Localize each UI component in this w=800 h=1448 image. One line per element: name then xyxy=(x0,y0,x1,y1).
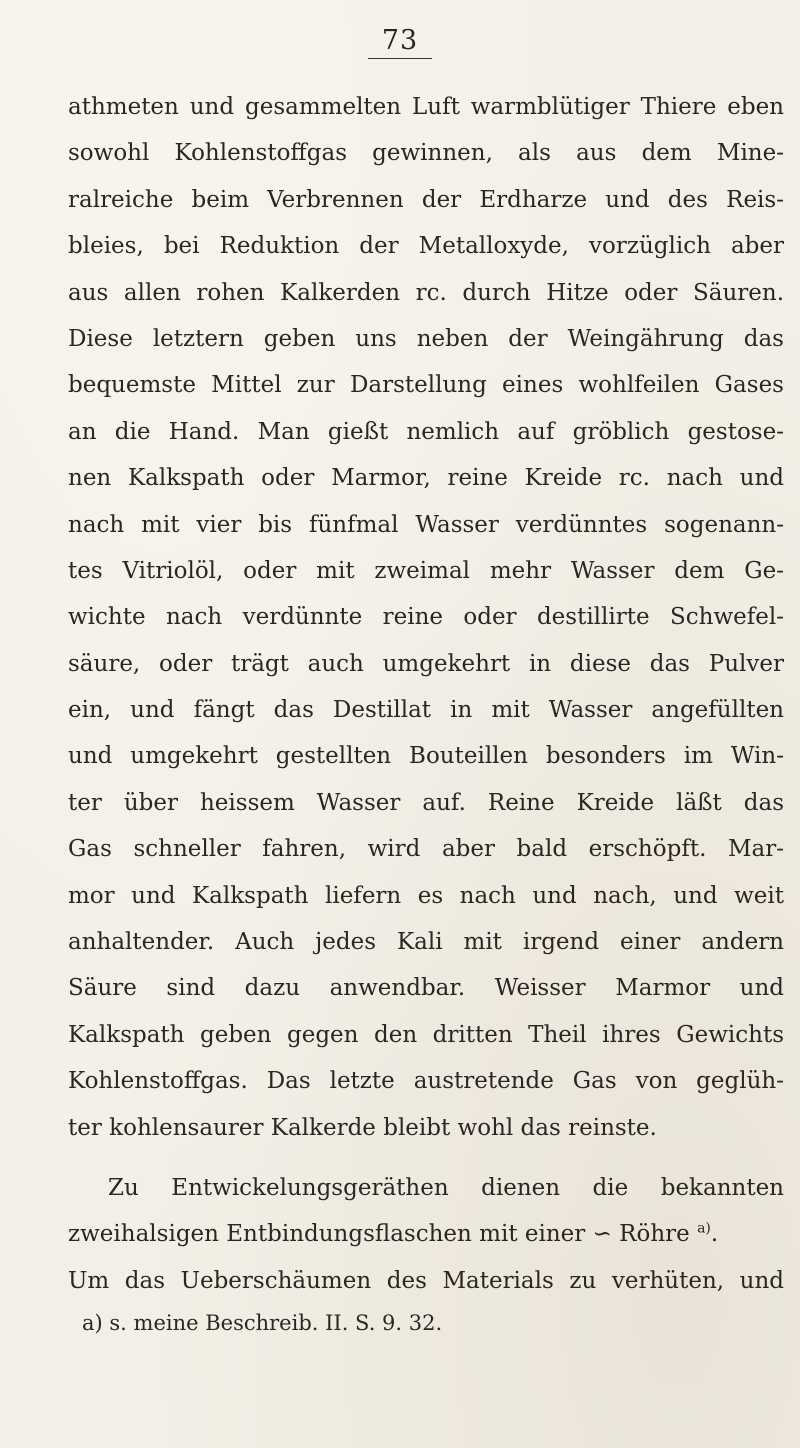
text-line: nen Kalkspath oder Marmor, reine Kreide rc. nach und xyxy=(68,465,784,492)
page-number: 73 xyxy=(0,24,800,59)
body-text xyxy=(68,84,784,1342)
text-line: ter kohlensaurer Kalkerde bleibt wohl das reinste. xyxy=(68,1114,657,1141)
text-fragment: zweihalsigen Entbindungsflaschen mit einer ∽ Röhre xyxy=(68,1221,690,1248)
text-line: anhaltender. Auch jedes Kali mit irgend einer andern xyxy=(68,929,784,956)
paragraph-1 xyxy=(68,84,784,1151)
text-line: ralreiche beim Verbrennen der Erdharze und des Reis- xyxy=(68,186,784,213)
text-line: Kalkspath geben gegen den dritten Theil ihres Gewichts xyxy=(68,1021,784,1048)
text-line: Säure sind dazu anwendbar. Weisser Marmor und xyxy=(68,975,784,1002)
text-line: sowohl Kohlenstoffgas gewinnen, als aus dem Mine- xyxy=(68,140,784,167)
text-line xyxy=(68,1211,784,1257)
text-line: an die Hand. Man gießt nemlich auf gröblich gestose- xyxy=(68,418,784,445)
paragraph-2 xyxy=(68,1165,784,1304)
text-line: ter über heissem Wasser auf. Reine Kreide läßt das xyxy=(68,789,784,816)
text-line: Gas schneller fahren, wird aber bald erschöpft. Mar- xyxy=(68,836,784,863)
text-line: aus allen rohen Kalkerden rc. durch Hitze oder Säuren. xyxy=(68,279,784,306)
text-line: bequemste Mittel zur Darstellung eines wohlfeilen Gases xyxy=(68,372,784,399)
text-line: mor und Kalkspath liefern es nach und nach, und weit xyxy=(68,882,784,909)
text-line: Diese letztern geben uns neben der Weingährung das xyxy=(68,325,784,352)
text-line: säure, oder trägt auch umgekehrt in diese das Pulver xyxy=(68,650,784,677)
text-line: nach mit vier bis fünfmal Wasser verdünntes sogenann- xyxy=(68,511,784,538)
footnote-mark: a) xyxy=(82,1311,103,1336)
text-line: Zu Entwickelungsgeräthen dienen die bekannten xyxy=(108,1174,784,1201)
text-line: Um das Ueberschäumen des Materials zu verhüten, und xyxy=(68,1267,784,1294)
text-line: wichte nach verdünnte reine oder destillirte Schwefel- xyxy=(68,604,784,631)
footnote-reference: a) xyxy=(697,1220,711,1237)
text-line: athmeten und gesammelten Luft warmblütiger Thiere eben xyxy=(68,94,784,120)
text-line: Kohlenstoffgas. Das letzte austretende Gas von geglüh- xyxy=(68,1068,784,1095)
text-line: und umgekehrt gestellten Bouteillen besonders im Win- xyxy=(68,743,784,770)
footnote-text: s. meine Beschreib. II. S. 9. 32. xyxy=(109,1311,443,1336)
footnote xyxy=(68,1304,784,1342)
text-fragment: . xyxy=(710,1221,719,1248)
text-line: ein, und fängt das Destillat in mit Wasser angefüllten xyxy=(68,697,784,724)
text-line: bleies, bei Reduktion der Metalloxyde, vorzüglich aber xyxy=(68,233,784,260)
text-line: tes Vitriolöl, oder mit zweimal mehr Wasser dem Ge- xyxy=(68,557,784,584)
paragraph-gap xyxy=(68,1151,784,1165)
